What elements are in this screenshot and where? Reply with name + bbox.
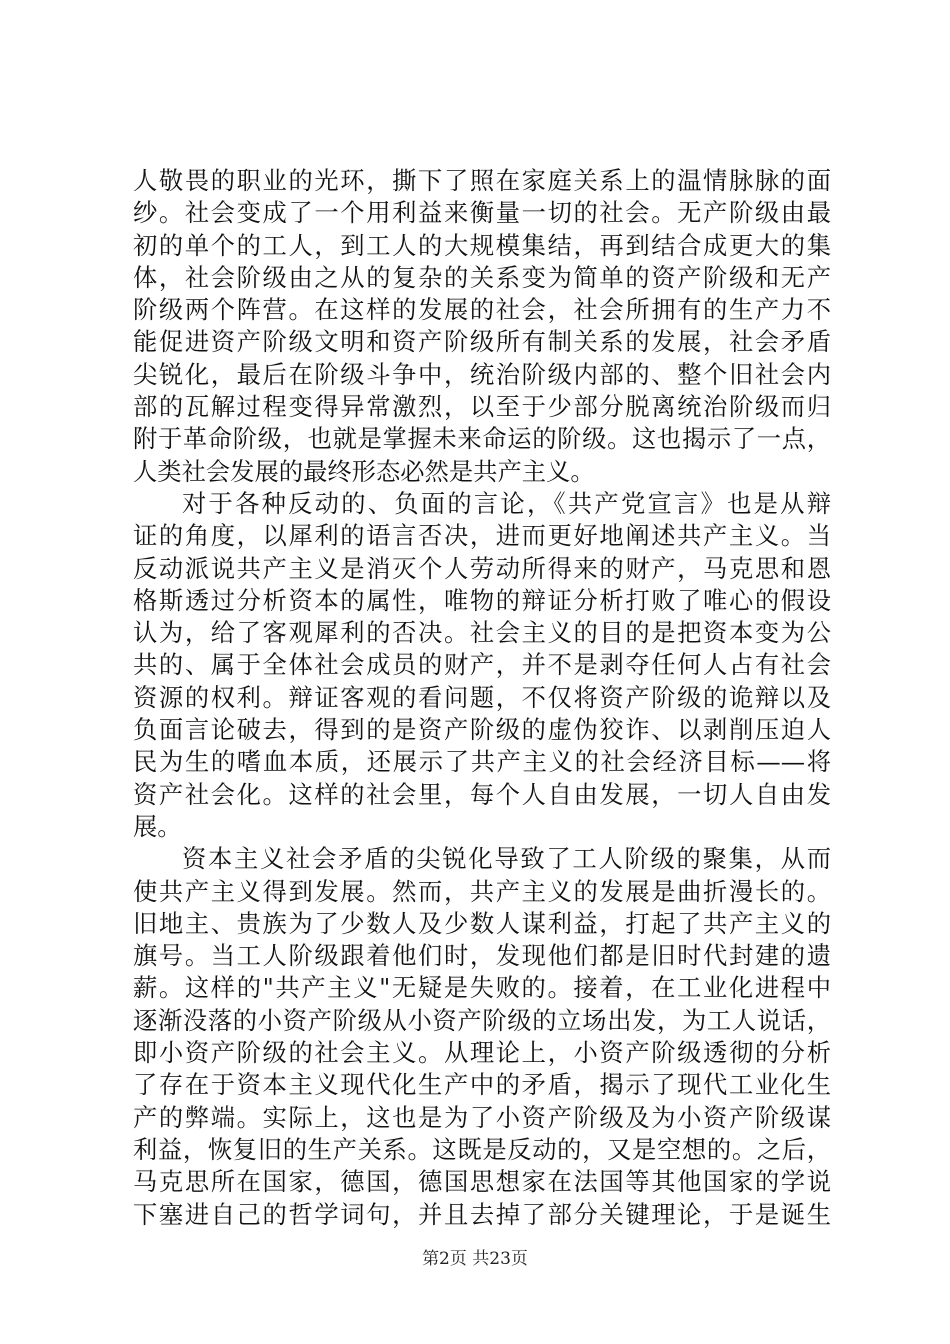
- paragraph-line: 使共产主义得到发展。然而，共产主义的发展是曲折漫长的。: [133, 876, 831, 906]
- document-body: [133, 165, 831, 1231]
- paragraph-line: 附于革命阶级，也就是掌握未来命运的阶级。这也揭示了一点，: [133, 424, 831, 454]
- paragraph-line: 负面言论破去，得到的是资产阶级的虚伪狡诈、以剥削压迫人: [133, 715, 831, 745]
- paragraph-line: 资产社会化。这样的社会里，每个人自由发展，一切人自由发: [133, 779, 831, 809]
- paragraph-line: 民为生的嗜血本质，还展示了共产主义的社会经济目标——将: [133, 747, 831, 777]
- paragraph-line: 下塞进自己的哲学词句，并且去掉了部分关键理论，于是诞生: [133, 1199, 831, 1229]
- paragraph-line: 逐渐没落的小资产阶级从小资产阶级的立场出发，为工人说话，: [133, 1005, 831, 1035]
- paragraph-2: [133, 488, 831, 843]
- paragraph-line: 纱。社会变成了一个用利益来衡量一切的社会。无产阶级由最: [133, 198, 831, 228]
- paragraph-line: 认为，给了客观犀利的否决。社会主义的目的是把资本变为公: [133, 618, 831, 648]
- page-footer: [0, 1248, 950, 1270]
- paragraph-line: 马克思所在国家，德国，德国思想家在法国等其他国家的学说: [133, 1167, 831, 1197]
- paragraph-line: 对于各种反动的、负面的言论，《共产党宣言》也是从辩: [182, 488, 831, 518]
- paragraph-line: 旧地主、贵族为了少数人及少数人谋利益，打起了共产主义的: [133, 908, 831, 938]
- paragraph-line: 即小资产阶级的社会主义。从理论上，小资产阶级透彻的分析: [133, 1038, 831, 1068]
- paragraph-line: 资源的权利。辩证客观的看问题，不仅将资产阶级的诡辩以及: [133, 682, 831, 712]
- paragraph-line: 反动派说共产主义是消灭个人劳动所得来的财产，马克思和恩: [133, 553, 831, 583]
- paragraph-line: 展。: [133, 811, 182, 841]
- paragraph-line: 共的、属于全体社会成员的财产，并不是剥夺任何人占有社会: [133, 650, 831, 680]
- paragraph-line: 产的弊端。实际上，这也是为了小资产阶级及为小资产阶级谋: [133, 1102, 831, 1132]
- paragraph-line: 体，社会阶级由之从的复杂的关系变为简单的资产阶级和无产: [133, 262, 831, 292]
- paragraph-1: [133, 165, 831, 488]
- paragraph-line: 资本主义社会矛盾的尖锐化导致了工人阶级的聚集，从而: [182, 844, 831, 874]
- paragraph-line: 人敬畏的职业的光环，撕下了照在家庭关系上的温情脉脉的面: [133, 166, 831, 195]
- paragraph-line: 部的瓦解过程变得异常激烈，以至于少部分脱离统治阶级而归: [133, 392, 831, 422]
- paragraph-line: 阶级两个阵营。在这样的发展的社会，社会所拥有的生产力不: [133, 295, 831, 325]
- paragraph-line: 初的单个的工人，到工人的大规模集结，再到结合成更大的集: [133, 230, 831, 260]
- paragraph-line: 利益，恢复旧的生产关系。这既是反动的，又是空想的。之后，: [133, 1134, 831, 1164]
- paragraph-line: 尖锐化，最后在阶级斗争中，统治阶级内部的、整个旧社会内: [133, 359, 831, 389]
- paragraph-line: 薪。这样的"共产主义"无疑是失败的。接着，在工业化进程中: [133, 973, 831, 1003]
- paragraph-line: 能促进资产阶级文明和资产阶级所有制关系的发展，社会矛盾: [133, 327, 831, 357]
- paragraph-line: 人类社会发展的最终形态必然是共产主义。: [133, 456, 595, 486]
- paragraph-line: 格斯透过分析资本的属性，唯物的辩证分析打败了唯心的假设: [133, 585, 831, 615]
- paragraph-line: 旗号。当工人阶级跟着他们时，发现他们都是旧时代封建的遗: [133, 941, 831, 971]
- paragraph-line: 了存在于资本主义现代化生产中的矛盾，揭示了现代工业化生: [133, 1070, 831, 1100]
- page-number-label: 第2页 共23页: [422, 1249, 528, 1269]
- paragraph-3: [133, 843, 831, 1231]
- paragraph-line: 证的角度，以犀利的语言否决，进而更好地阐述共产主义。当: [133, 521, 831, 551]
